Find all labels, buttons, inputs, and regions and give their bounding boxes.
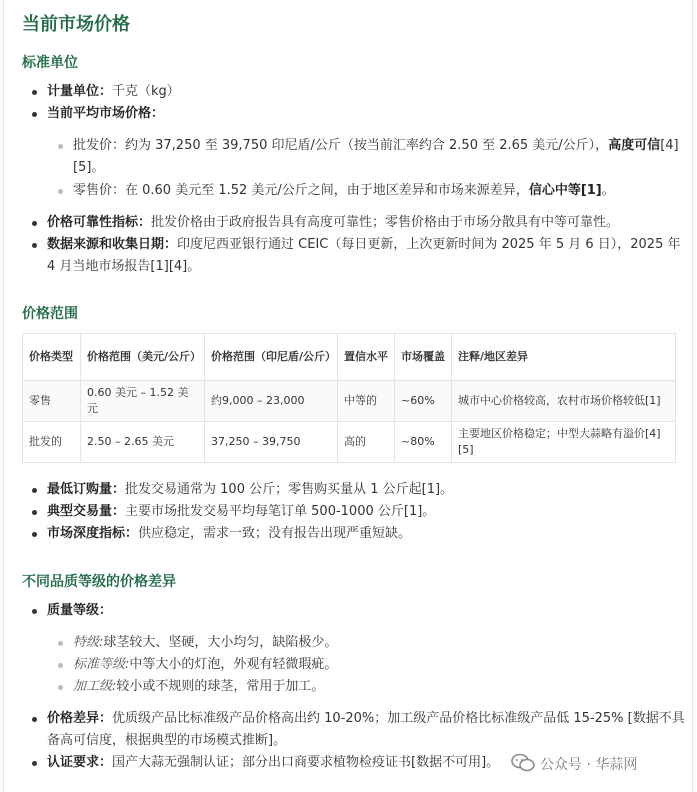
table-header-row — [23, 334, 676, 381]
grade-name: 标准等级: — [73, 657, 130, 672]
wechat-icon — [510, 753, 536, 773]
bullet — [32, 488, 37, 493]
col-header-idr: 价格范围（印尼盾/公斤） — [205, 334, 338, 381]
cell: 高的 — [338, 422, 395, 463]
bullet — [32, 717, 37, 722]
price-range-table — [22, 333, 676, 463]
certification-item — [47, 752, 499, 774]
grade-standard — [73, 654, 337, 676]
unit-label: 计量单位： — [47, 84, 113, 99]
bullet — [32, 243, 37, 248]
wholesale-confidence: 高度可信 — [608, 138, 661, 153]
quality-grade-label: 质量等级： — [47, 603, 113, 618]
source-label: 数据来源和收集日期： — [47, 237, 178, 252]
cell: 主要地区价格稳定；中型大蒜略有溢价[4][5] — [452, 422, 676, 463]
grade-desc: 较小或不规则的球茎，常用于加工。 — [116, 679, 325, 694]
grade-desc: 中等大小的灯泡，外观有轻微瑕疵。 — [129, 657, 338, 672]
market-depth-label: 市场深度指标： — [47, 526, 139, 541]
sub-bullet — [58, 641, 63, 646]
wholesale-price-line2: [5]。 — [73, 160, 105, 175]
typical-volume-item — [47, 501, 435, 523]
cell: 城市中心价格较高，农村市场价格较低[1] — [452, 381, 676, 422]
price-diff-label: 价格差异： — [47, 711, 113, 726]
col-header-coverage: 市场覆盖 — [395, 334, 452, 381]
moq-value: 批发交易通常为 100 公斤；零售购买量从 1 公斤起[1]。 — [125, 482, 454, 497]
unit-value: 千克（kg） — [112, 84, 180, 99]
col-header-confidence: 置信水平 — [338, 334, 395, 381]
section-heading-standard-unit: 标准单位 — [22, 55, 78, 71]
moq-label: 最低订购量： — [47, 482, 126, 497]
avg-price-label: 当前平均市场价格： — [47, 106, 165, 121]
wholesale-ref: [4] — [660, 138, 679, 153]
cell: 0.60 美元 – 1.52 美元 — [81, 381, 205, 422]
section-heading-price-range: 价格范围 — [22, 306, 78, 322]
grade-desc: 球茎较大、坚硬，大小均匀，缺陷极少。 — [103, 635, 338, 650]
sub-bullet — [58, 144, 63, 149]
unit-item — [47, 81, 180, 103]
grade-name: 特级: — [73, 635, 104, 650]
page-title: 当前市场价格 — [22, 14, 130, 35]
grade-premium — [73, 632, 337, 654]
cell: ~60% — [395, 381, 452, 422]
sub-bullet — [58, 189, 63, 194]
bullet — [32, 532, 37, 537]
cell: 2.50 – 2.65 美元 — [81, 422, 205, 463]
retail-end: 。 — [601, 183, 615, 198]
cell: 批发的 — [23, 422, 81, 463]
reliability-value: 批发价格由于政府报告具有高度可靠性；零售价格由于市场分散具有中等可靠性。 — [151, 215, 620, 230]
cell: 约9,000 – 23,000 — [205, 381, 338, 422]
grade-processing — [73, 676, 324, 698]
col-header-notes: 注释/地区差异 — [452, 334, 676, 381]
reliability-item — [47, 212, 619, 234]
bullet — [32, 609, 37, 614]
certification-label: 认证要求： — [47, 755, 113, 770]
reliability-label: 价格可靠性指标： — [47, 215, 152, 230]
wholesale-price-text: 批发价：约为 37,250 至 39,750 印尼盾/公斤（按当前汇率约合 2.50 至 2.65 美元/公斤）， — [73, 138, 609, 153]
bullet — [32, 761, 37, 766]
section-heading-quality: 不同品质等级的价格差异 — [22, 574, 176, 590]
moq-item — [47, 479, 453, 501]
certification-value: 国产大蒜无强制认证；部分出口商要求植物检疫证书[数据不可用]。 — [112, 755, 500, 770]
watermark-text: 公众号 · 华蒜网 — [540, 757, 638, 773]
typical-volume-value: 主要市场批发交易平均每笔订单 500-1000 公斤[1]。 — [125, 504, 436, 519]
price-diff-line1 — [47, 708, 685, 730]
sub-bullet — [58, 685, 63, 690]
bullet — [32, 510, 37, 515]
cell: 零售 — [23, 381, 81, 422]
market-depth-value: 供应稳定，需求一致；没有报告出现严重短缺。 — [138, 526, 412, 541]
source-value: 印度尼西亚银行通过 CEIC（每日更新，上次更新时间为 2025 年 5 月 6 日），2025 年 — [177, 237, 681, 252]
bullet — [32, 221, 37, 226]
typical-volume-label: 典型交易量： — [47, 504, 126, 519]
table-row — [23, 381, 676, 422]
col-header-type: 价格类型 — [23, 334, 81, 381]
cell: 37,250 – 39,750 — [205, 422, 338, 463]
bullet — [32, 90, 37, 95]
bullet — [32, 112, 37, 117]
retail-price-text: 零售价：在 0.60 美元至 1.52 美元/公斤之间，由于地区差异和市场来源差异， — [73, 183, 529, 198]
cell: ~80% — [395, 422, 452, 463]
grade-name: 加工级: — [73, 679, 117, 694]
market-depth-item — [47, 523, 411, 545]
retail-confidence: 信心中等[1] — [528, 183, 602, 198]
sub-bullet — [58, 663, 63, 668]
source-item-line2: 4 月当地市场报告[1][4]。 — [47, 259, 201, 274]
cell: 中等的 — [338, 381, 395, 422]
wholesale-price-line1 — [73, 135, 679, 157]
table-row — [23, 422, 676, 463]
source-item-line1 — [47, 234, 681, 256]
price-diff-value: 优质级产品比标准级产品价格高出约 10-20%；加工级产品价格比标准级产品低 15-25% [数据不具 — [112, 711, 685, 726]
price-diff-line2: 备高可信度，根据典型的市场模式推断]。 — [47, 733, 287, 748]
quality-grade-item — [47, 600, 112, 622]
avg-price-item — [47, 103, 164, 125]
col-header-usd: 价格范围（美元/公斤） — [81, 334, 205, 381]
retail-price-line — [73, 180, 615, 202]
